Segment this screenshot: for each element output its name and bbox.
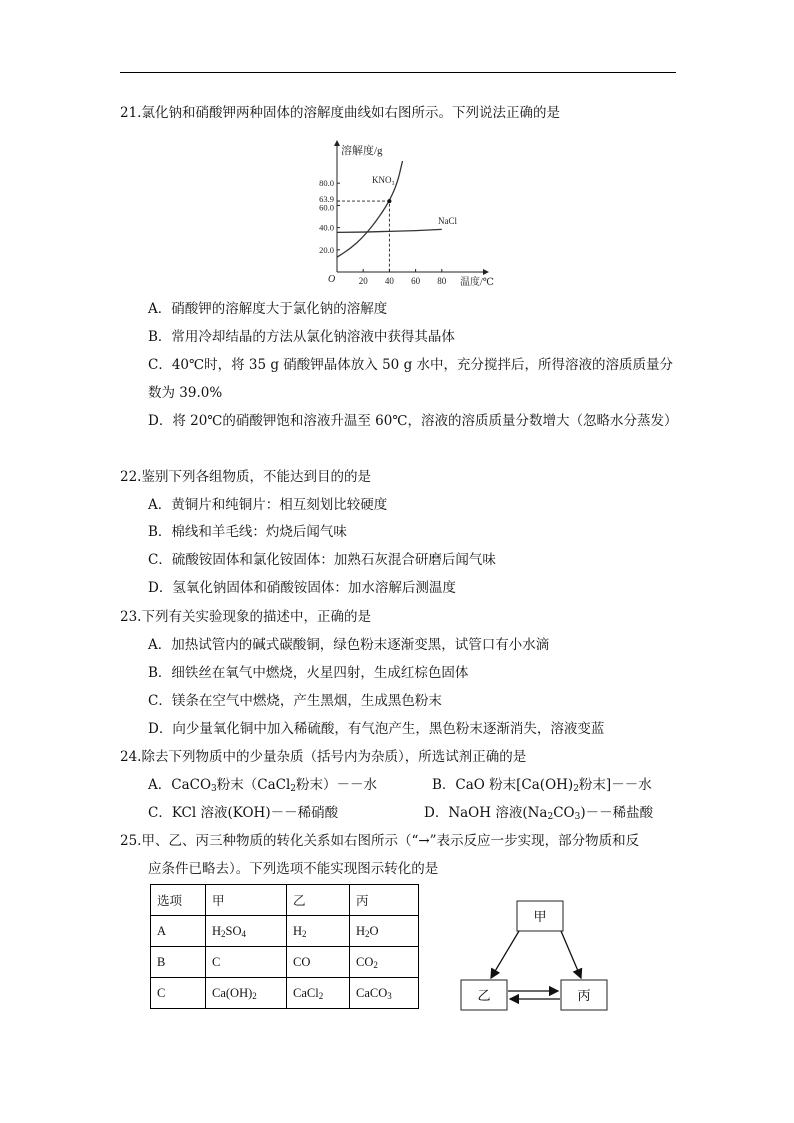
q21-option-c-cont: 数为 39.0% bbox=[148, 385, 223, 401]
q21-option-c: C．40℃时，将 35 g 硝酸钾晶体放入 50 g 水中，充分搅拌后，所得溶液的溶质质量分 bbox=[148, 357, 673, 373]
header-rule bbox=[120, 72, 676, 73]
q23-option-b: B．细铁丝在氧气中燃烧，火星四射，生成红棕色固体 bbox=[148, 665, 469, 681]
q23-option-a: A．加热试管内的碱式碳酸铜，绿色粉末逐渐变黑，试管口有小水滴 bbox=[148, 637, 550, 653]
row-b-yi: CO bbox=[287, 947, 350, 978]
table-row bbox=[151, 978, 419, 1009]
row-a-yi: $H_2$ bbox=[287, 916, 350, 947]
q24-option-c: C．KCl 溶液(KOH)－－稀硝酸 bbox=[148, 805, 339, 821]
q22-option-d: D．氢氧化钠固体和硝酸铵固体：加水溶解后测温度 bbox=[148, 580, 456, 596]
q22-option-b: B．棉线和羊毛线：灼烧后闻气味 bbox=[148, 524, 347, 540]
conversion-diagram bbox=[455, 895, 615, 1020]
row-c-yi: CaCl$_2$ bbox=[287, 978, 350, 1009]
table-row bbox=[151, 947, 419, 978]
q21-stem: 21.氯化钠和硝酸钾两种固体的溶解度曲线如右图所示。下列说法正确的是 bbox=[120, 105, 560, 121]
q24-stem: 24.除去下列物质中的少量杂质（括号内为杂质），所选试剂正确的是 bbox=[120, 749, 527, 765]
arrow-jia-to-yi bbox=[491, 931, 519, 978]
q21-option-d: D．将 20℃的硝酸钾饱和溶液升温至 60℃，溶液的溶质质量分数增大（忽略水分蒸发） bbox=[148, 413, 678, 429]
x-tick-label: 80 bbox=[437, 276, 447, 286]
q21-option-b: B．常用冷却结晶的方法从氯化钠溶液中获得其晶体 bbox=[148, 329, 455, 345]
q23-stem: 23.下列有关实验现象的描述中，正确的是 bbox=[120, 609, 371, 625]
q23-option-d: D．向少量氧化铜中加入稀硫酸，有气泡产生，黑色粉末逐渐消失，溶液变蓝 bbox=[148, 721, 605, 737]
header-bing: 丙 bbox=[350, 885, 419, 916]
q24-option-a: A．CaCO$_3$粉末（CaCl$_2$粉末）－－水 bbox=[148, 777, 378, 794]
q21-option-a: A．硝酸钾的溶解度大于氯化钠的溶解度 bbox=[148, 301, 388, 317]
header-option: 选项 bbox=[151, 885, 206, 916]
table-header-row bbox=[151, 885, 419, 916]
y-tick-label: 20.0 bbox=[319, 244, 334, 255]
row-c-bing: CaCO$_3$ bbox=[350, 978, 419, 1009]
x-tick-label: 40 bbox=[384, 276, 394, 286]
row-a-jia: $H_2SO_4$ bbox=[206, 916, 287, 947]
row-b-bing: $CO_2$ bbox=[350, 947, 419, 978]
y-tick-label: 63.9 bbox=[319, 194, 334, 205]
row-a-option: A bbox=[151, 916, 206, 947]
q22-stem: 22.鉴别下列各组物质，不能达到目的的是 bbox=[120, 469, 371, 485]
row-b-option: B bbox=[151, 947, 206, 978]
header-jia: 甲 bbox=[206, 885, 287, 916]
solubility-chart bbox=[310, 135, 500, 295]
y-axis-label: 溶解度/g bbox=[341, 145, 383, 157]
box-bing-label: 丙 bbox=[577, 989, 591, 1004]
x-tick-label: 20 bbox=[358, 276, 368, 286]
header-yi: 乙 bbox=[287, 885, 350, 916]
box-jia-label: 甲 bbox=[533, 910, 547, 925]
q24-option-d: D．NaOH 溶液$(Na_2CO_3)--$稀盐酸 bbox=[424, 805, 654, 822]
q25-stem-line1: 25.甲、乙、丙三种物质的转化关系如右图所示（“→”表示反应一步实现，部分物质和反 bbox=[120, 833, 640, 849]
row-c-jia: $Ca(OH)_2$ bbox=[206, 978, 287, 1009]
nacl-label: NaCl bbox=[438, 216, 457, 226]
row-c-option: C bbox=[151, 978, 206, 1009]
q22-option-a: A．黄铜片和纯铜片：相互刻划比较硬度 bbox=[148, 497, 388, 513]
q22-option-c: C．硫酸铵固体和氯化铵固体：加熟石灰混合研磨后闻气味 bbox=[148, 552, 496, 568]
kno3-label: KNO₃ bbox=[372, 175, 395, 185]
row-b-jia: C bbox=[206, 947, 287, 978]
q25-stem-line2: 应条件已略去）。下列选项不能实现图示转化的是 bbox=[148, 861, 439, 877]
q24-option-b: B．CaO 粉末[$Ca(OH)_2$粉末]－－水 bbox=[432, 777, 652, 794]
origin-label: O bbox=[328, 274, 336, 285]
q25-options-table bbox=[150, 884, 419, 1009]
table-row bbox=[151, 916, 419, 947]
x-tick-label: 60 bbox=[411, 276, 421, 286]
y-tick-label: 80.0 bbox=[319, 178, 334, 189]
y-tick-label: 40.0 bbox=[319, 222, 334, 233]
y-tick-label: 60.0 bbox=[319, 202, 334, 213]
q23-option-c: C．镁条在空气中燃烧，产生黑烟，生成黑色粉末 bbox=[148, 693, 442, 709]
row-a-bing: $H_2O$ bbox=[350, 916, 419, 947]
box-yi-label: 乙 bbox=[477, 989, 491, 1004]
x-axis-label: 温度/℃ bbox=[460, 277, 494, 288]
arrow-jia-to-bing bbox=[561, 931, 581, 978]
marked-point bbox=[387, 199, 391, 203]
